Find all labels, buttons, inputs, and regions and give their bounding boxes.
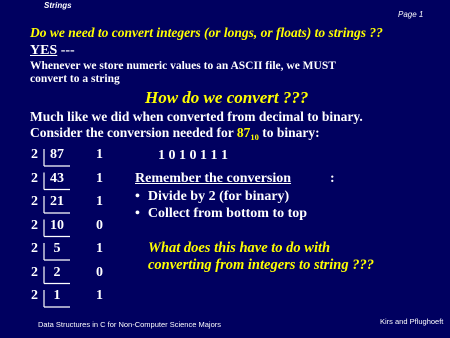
- remember-steps: [135, 189, 307, 223]
- quotient: 10: [50, 217, 64, 233]
- quotient: 1: [53, 288, 61, 303]
- remember-colon: :: [330, 171, 335, 186]
- footer-authors: Kirs and Pflughoeft: [380, 317, 444, 326]
- question-line-2: converting from integers to string ???: [148, 257, 374, 273]
- divisor: 2: [31, 288, 38, 303]
- divisor: 2: [31, 170, 38, 186]
- slide-title: Do we need to convert integers (or longs, or floats) to strings ??: [30, 25, 383, 40]
- intro-line-1: Much like we did when converted from decimal to binary.: [30, 109, 363, 124]
- answer-line-1: Whenever we store numeric values to an ASCII file, we MUST: [30, 60, 336, 72]
- step-item: [135, 189, 307, 206]
- intro-line-2-pre: Consider the conversion needed for: [30, 125, 237, 140]
- divisor: 2: [31, 264, 38, 280]
- footer-course: Data Structures in C for Non-Computer Science Majors: [38, 320, 221, 329]
- step-text: Collect from bottom to top: [147, 206, 308, 221]
- quotient: 2: [53, 264, 61, 280]
- remainder: 0: [96, 217, 103, 233]
- step-item: [135, 206, 307, 223]
- remainder: 1: [96, 288, 103, 303]
- intro-line-2-post: to binary:: [258, 125, 320, 140]
- section-heading: How do we convert ???: [145, 88, 309, 107]
- divisor: 2: [31, 241, 38, 256]
- step-text: Divide by 2 (for binary): [147, 189, 290, 204]
- remainder: 0: [96, 264, 103, 280]
- intro-number: 87: [236, 125, 251, 140]
- remainder: 1: [96, 241, 103, 256]
- binary-result: 1 0 1 0 1 1 1: [158, 148, 228, 163]
- quotient: 21: [50, 194, 64, 209]
- remember-label: [135, 171, 291, 187]
- page-number: Page 1: [398, 10, 424, 19]
- remainder: 1: [96, 194, 103, 209]
- remainder: 1: [96, 170, 103, 186]
- yes-dashes: ---: [57, 43, 75, 58]
- divisor: 2: [31, 147, 38, 162]
- remember-text: Remember the conversion: [135, 171, 292, 186]
- quotient: 43: [50, 170, 64, 186]
- question-line-1: What does this have to do with: [148, 240, 331, 256]
- quotient: 5: [53, 241, 61, 256]
- intro-base: 10: [250, 132, 259, 142]
- quotient: 87: [50, 147, 64, 162]
- section-header: Strings: [44, 1, 72, 10]
- divisor: 2: [31, 194, 38, 209]
- remainder: 1: [96, 147, 103, 162]
- yes-word: YES: [30, 43, 58, 58]
- answer-line-2: convert to a string: [30, 73, 120, 85]
- divisor: 2: [31, 217, 38, 233]
